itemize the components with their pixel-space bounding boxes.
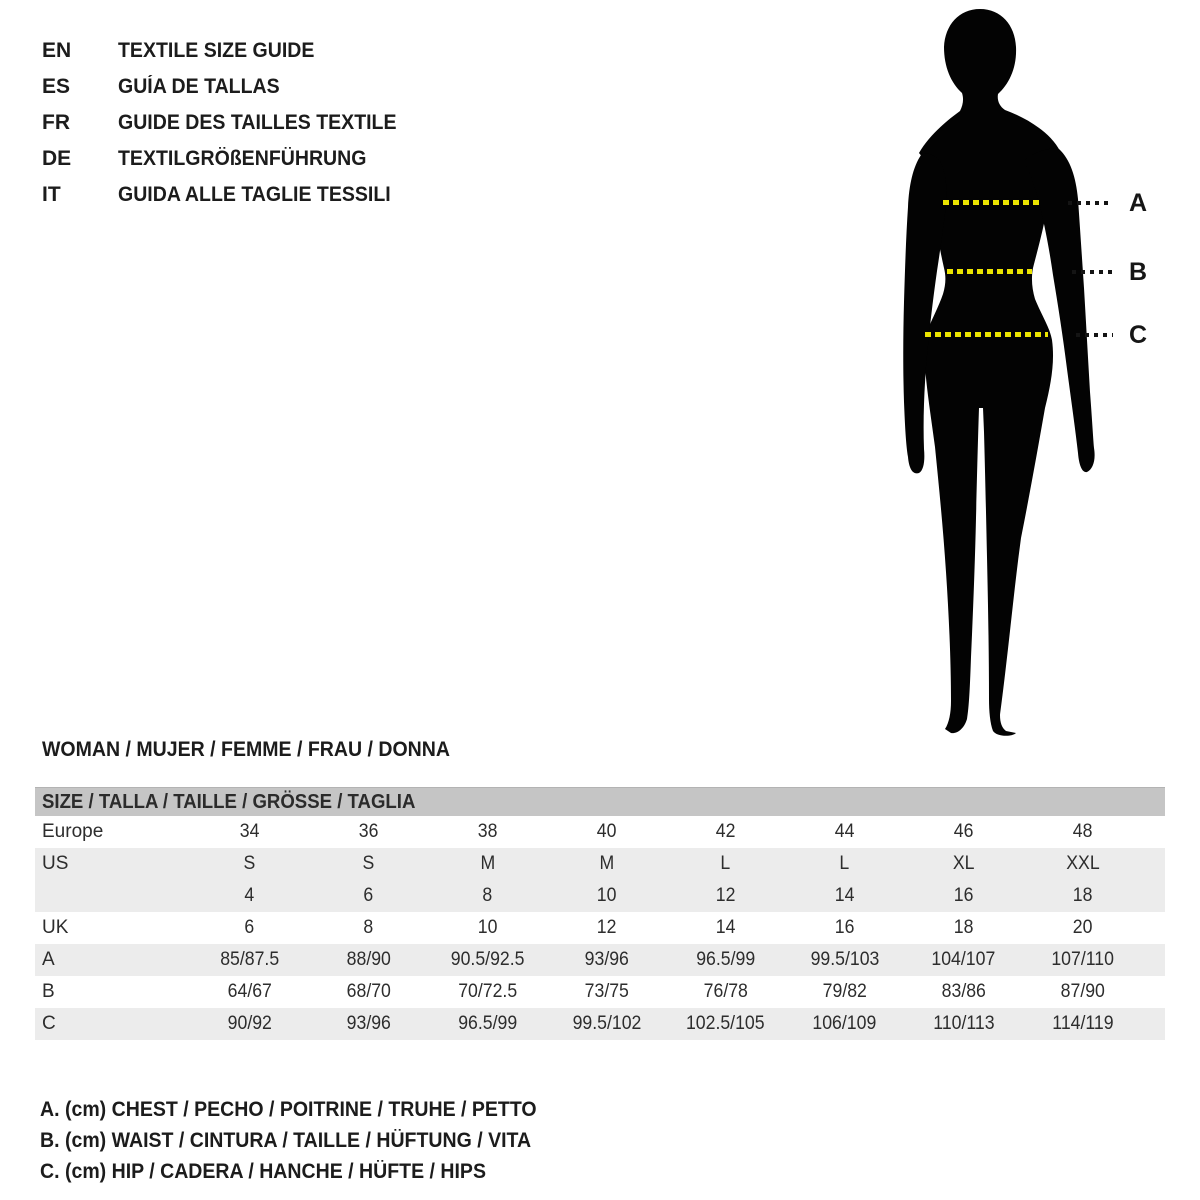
table-cell-value: 93/96 [346,1013,391,1034]
legend-line-text: B. (cm) WAIST / CINTURA / TAILLE / HÜFTUNG / VITA [40,1129,532,1152]
table-cell-value: L [720,853,731,874]
table-cell-value: XXL [1065,853,1100,874]
table-cell-value: 68/70 [346,981,391,1002]
table-cell-value: 93/96 [584,949,629,970]
table-cell-value: 6 [244,917,255,938]
table-cell [666,1008,785,1040]
table-row-b [35,976,1165,1008]
language-title [118,141,417,177]
table-cell [428,912,547,944]
table-cell [309,848,428,880]
table-cell [1023,1008,1142,1040]
table-cell-value: 88/90 [346,949,391,970]
table-cell [1023,816,1142,848]
table-cell-value: 102.5/105 [686,1013,765,1034]
table-cell [309,912,428,944]
table-cell [666,880,785,912]
table-cell [547,848,666,880]
section-heading-woman [42,738,481,762]
table-cell [785,944,904,976]
table-cell [190,848,309,880]
size-table [35,787,1165,1040]
table-cell-value: 18 [1072,885,1093,906]
table-cell-value: 76/78 [703,981,748,1002]
waist-measure-dashed-line [947,269,1032,274]
table-cell [904,944,1023,976]
table-cell-value: 4 [244,885,255,906]
table-cell [904,912,1023,944]
table-cell [547,912,666,944]
legend-line-c [40,1156,574,1187]
woman-silhouette-svg [900,6,1110,738]
language-row-de [42,141,417,177]
table-cell [428,848,547,880]
table-cell [428,944,547,976]
size-table-body [35,816,1165,1040]
table-cell [190,976,309,1008]
table-cell [547,1008,666,1040]
language-title [118,33,417,69]
table-cell [428,880,547,912]
language-row-fr [42,105,417,141]
table-cell-value: 96.5/99 [696,949,755,970]
table-cell-value: 44 [834,821,855,842]
legend-line-text: C. (cm) HIP / CADERA / HANCHE / HÜFTE / HIPS [40,1160,486,1183]
table-cell [666,912,785,944]
table-cell-value: 10 [477,917,498,938]
table-cell [190,1008,309,1040]
chest-measure-dashed-line [943,200,1042,205]
table-cell [1023,912,1142,944]
table-cell-value: 87/90 [1060,981,1105,1002]
table-cell-value: 104/107 [931,949,996,970]
language-code: IT [42,183,61,206]
table-cell-value: 90.5/92.5 [450,949,525,970]
section-heading-text: WOMAN / MUJER / FEMME / FRAU / DONNA [42,738,450,761]
row-label [35,880,190,912]
table-cell-value: 16 [953,885,974,906]
language-title [118,177,417,213]
silhouette-body-path [919,9,1060,736]
size-table-header-text: SIZE / TALLA / TAILLE / GRÖSSE / TAGLIA [42,791,416,813]
language-row-es [42,69,417,105]
table-cell [1023,944,1142,976]
legend-line-text: A. (cm) CHEST / PECHO / POITRINE / TRUHE / PETTO [40,1098,537,1121]
table-cell [904,848,1023,880]
table-cell-value: 38 [477,821,498,842]
legend-line-b [40,1125,574,1156]
table-cell-value: 90/92 [227,1013,272,1034]
language-row-en [42,33,417,69]
table-cell-value: 64/67 [227,981,272,1002]
table-cell-value: 42 [715,821,736,842]
table-cell [666,816,785,848]
table-cell [666,848,785,880]
table-cell [666,944,785,976]
table-cell [1023,880,1142,912]
table-cell-value: M [599,853,614,874]
table-cell [547,880,666,912]
row-label: Europe [42,821,104,842]
table-cell-value: 107/110 [1051,949,1114,970]
language-title-text: TEXTILGRÖßENFÜHRUNG [118,147,367,170]
language-code: FR [42,111,70,134]
table-cell [309,976,428,1008]
table-cell [785,848,904,880]
table-cell [785,976,904,1008]
table-cell [904,880,1023,912]
language-title [118,105,417,141]
table-cell [785,816,904,848]
table-cell-value: 12 [715,885,736,906]
table-cell [785,1008,904,1040]
marker-label-a: A [1128,189,1148,217]
table-cell-value: 99.5/103 [810,949,879,970]
table-cell-value: 48 [1072,821,1093,842]
table-cell [190,880,309,912]
table-cell-value: 70/72.5 [458,981,517,1002]
table-cell [904,976,1023,1008]
legend-line-a [40,1094,574,1125]
table-row-us-numeric [35,880,1165,912]
table-cell [190,944,309,976]
language-code: EN [42,39,72,62]
language-code: ES [42,75,71,98]
language-title-text: TEXTILE SIZE GUIDE [118,39,315,62]
table-cell [904,816,1023,848]
table-cell-value: 14 [834,885,855,906]
table-cell [428,976,547,1008]
table-cell-value: L [839,853,850,874]
language-code: DE [42,147,72,170]
table-cell-value: 46 [953,821,974,842]
language-title-text: GUIDA ALLE TAGLIE TESSILI [118,183,391,206]
table-cell-value: M [480,853,495,874]
row-label: B [42,981,55,1002]
table-cell [547,976,666,1008]
hip-measure-dashed-line [925,332,1048,337]
table-cell-value: XL [952,853,975,874]
waist-callout-dotted-line [1072,270,1113,274]
table-cell-value: 40 [596,821,617,842]
table-cell-value: 10 [596,885,617,906]
table-cell-value: 83/86 [941,981,986,1002]
row-label: A [42,949,55,970]
table-cell [1023,848,1142,880]
table-cell-value: 79/82 [822,981,867,1002]
table-cell-value: 16 [834,917,855,938]
table-cell-value: 18 [953,917,974,938]
table-cell [1023,976,1142,1008]
table-cell-value: 114/119 [1051,1013,1114,1034]
measurement-legend [40,1094,574,1187]
marker-label-c: C [1128,321,1148,349]
table-cell-value: S [362,853,375,874]
table-row-europe [35,816,1165,848]
table-cell-value: 85/87.5 [220,949,279,970]
table-cell [428,1008,547,1040]
table-cell [428,816,547,848]
table-cell-value: 14 [715,917,736,938]
table-cell [666,976,785,1008]
table-cell [785,880,904,912]
row-label: C [42,1013,56,1034]
size-table-header [35,787,1165,816]
table-cell-value: 6 [363,885,374,906]
table-cell [309,880,428,912]
table-row-us [35,848,1165,880]
table-cell-value: 99.5/102 [572,1013,641,1034]
table-cell [309,1008,428,1040]
language-title-text: GUIDE DES TAILLES TEXTILE [118,111,397,134]
hip-callout-dotted-line [1076,333,1113,337]
table-cell-value: 12 [596,917,617,938]
table-cell-value: 20 [1072,917,1093,938]
table-cell-value: S [243,853,256,874]
table-cell [547,944,666,976]
marker-label-b: B [1128,258,1148,286]
table-row-uk [35,912,1165,944]
table-cell [785,912,904,944]
table-cell [309,944,428,976]
table-cell-value: 8 [482,885,493,906]
table-cell [190,912,309,944]
row-label: UK [42,917,69,938]
language-heading-list [42,33,417,213]
table-cell-value: 73/75 [584,981,629,1002]
table-cell-value: 110/113 [932,1013,995,1034]
table-cell-value: 106/109 [812,1013,877,1034]
table-cell-value: 34 [239,821,260,842]
language-title-text: GUÍA DE TALLAS [118,75,280,98]
row-label: US [42,853,69,874]
table-cell-value: 96.5/99 [458,1013,517,1034]
table-cell [547,816,666,848]
language-title [118,69,417,105]
woman-silhouette-figure [900,6,1110,738]
table-cell [904,1008,1023,1040]
table-row-c [35,1008,1165,1040]
table-cell [309,816,428,848]
table-cell-value: 36 [358,821,379,842]
chest-callout-dotted-line [1068,201,1113,205]
table-row-a [35,944,1165,976]
table-cell [190,816,309,848]
language-row-it [42,177,417,213]
table-cell-value: 8 [363,917,374,938]
